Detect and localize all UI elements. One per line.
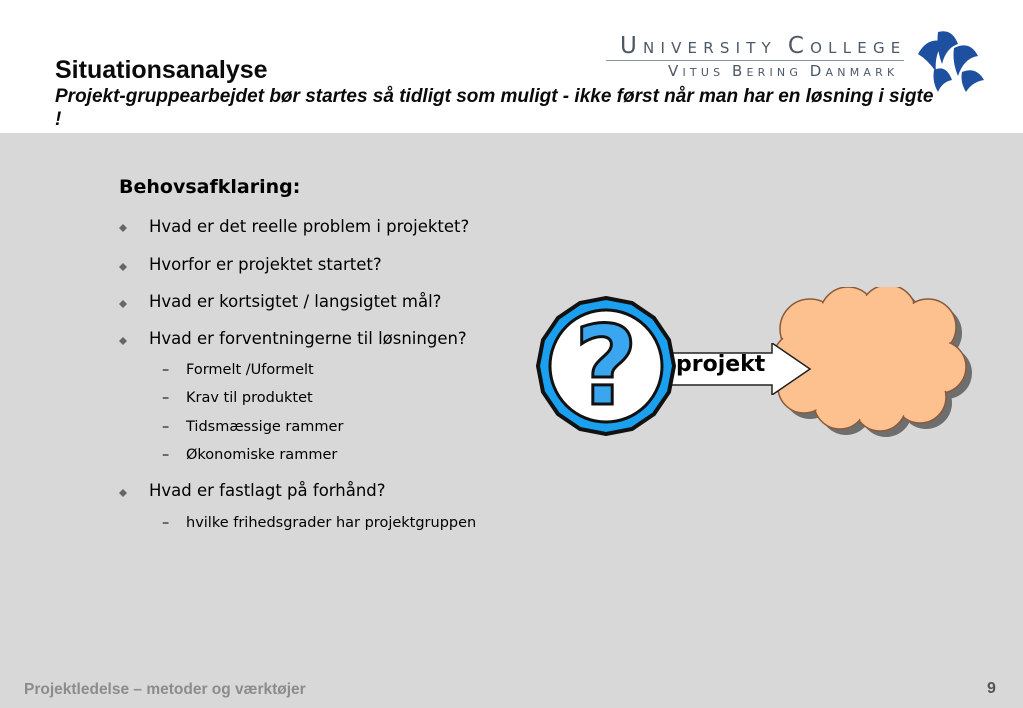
sub-bullet-item: Krav til produktet — [186, 390, 313, 406]
dash-marker: – — [162, 419, 170, 435]
question-symbol: ? — [574, 302, 638, 430]
bullet-item: Hvorfor er projektet startet? — [149, 255, 382, 274]
bullet-item: Hvad er kortsigtet / langsigtet mål? — [149, 292, 442, 311]
footer-course-title: Projektledelse – metoder og værktøjer — [24, 681, 306, 698]
brand-word: OLLEGE — [810, 39, 907, 57]
brand-initial: D — [809, 62, 826, 80]
bullet-diamond-icon — [119, 337, 127, 345]
section-heading: Behovsafklaring: — [119, 176, 301, 198]
bullet-diamond-icon — [119, 489, 127, 497]
brand-line-vitus-bering — [668, 62, 898, 80]
brand-initial: U — [620, 33, 644, 59]
bullet-item: Hvad er fastlagt på forhånd? — [149, 481, 386, 500]
sub-bullet-item: Formelt /Uformelt — [186, 362, 314, 378]
dash-marker: – — [162, 447, 170, 463]
dash-marker: – — [162, 362, 170, 378]
brand-divider — [606, 60, 904, 61]
slide-subtitle: Projekt-gruppearbejdet bør startes så tidligt som muligt - ikke først når man har en løsning i sigte ! — [55, 86, 934, 130]
brand-line-university-college — [620, 33, 906, 59]
arrow-label: projekt — [676, 352, 766, 377]
brand-initial: B — [731, 62, 747, 80]
slide-header — [0, 0, 1023, 133]
bullet-diamond-icon — [119, 263, 127, 271]
slide-title: Situationsanalyse — [55, 56, 268, 84]
page-number: 9 — [987, 680, 996, 697]
bullet-item: Hvad er forventningerne til løsningen? — [149, 329, 467, 348]
sails-logo-icon — [912, 28, 988, 94]
brand-word: ITUS — [682, 66, 725, 79]
bullet-diamond-icon — [119, 224, 127, 232]
brand-initial: C — [787, 33, 811, 59]
sub-bullet-item: Økonomiske rammer — [186, 447, 338, 463]
question-mark-icon — [536, 296, 676, 436]
brand-word: NIVERSITY — [643, 39, 777, 57]
brand-word: ERING — [746, 66, 803, 79]
bullet-item: Hvad er det reelle problem i projektet? — [149, 217, 470, 236]
dash-marker: – — [162, 515, 170, 531]
bullet-diamond-icon — [119, 300, 127, 308]
sub-bullet-item: hvilke frihedsgrader har projektgruppen — [186, 515, 477, 531]
brand-initial: V — [668, 62, 683, 80]
sub-bullet-item: Tidsmæssige rammer — [186, 419, 344, 435]
brand-word: ANMARK — [825, 66, 899, 79]
dash-marker: – — [162, 390, 170, 406]
